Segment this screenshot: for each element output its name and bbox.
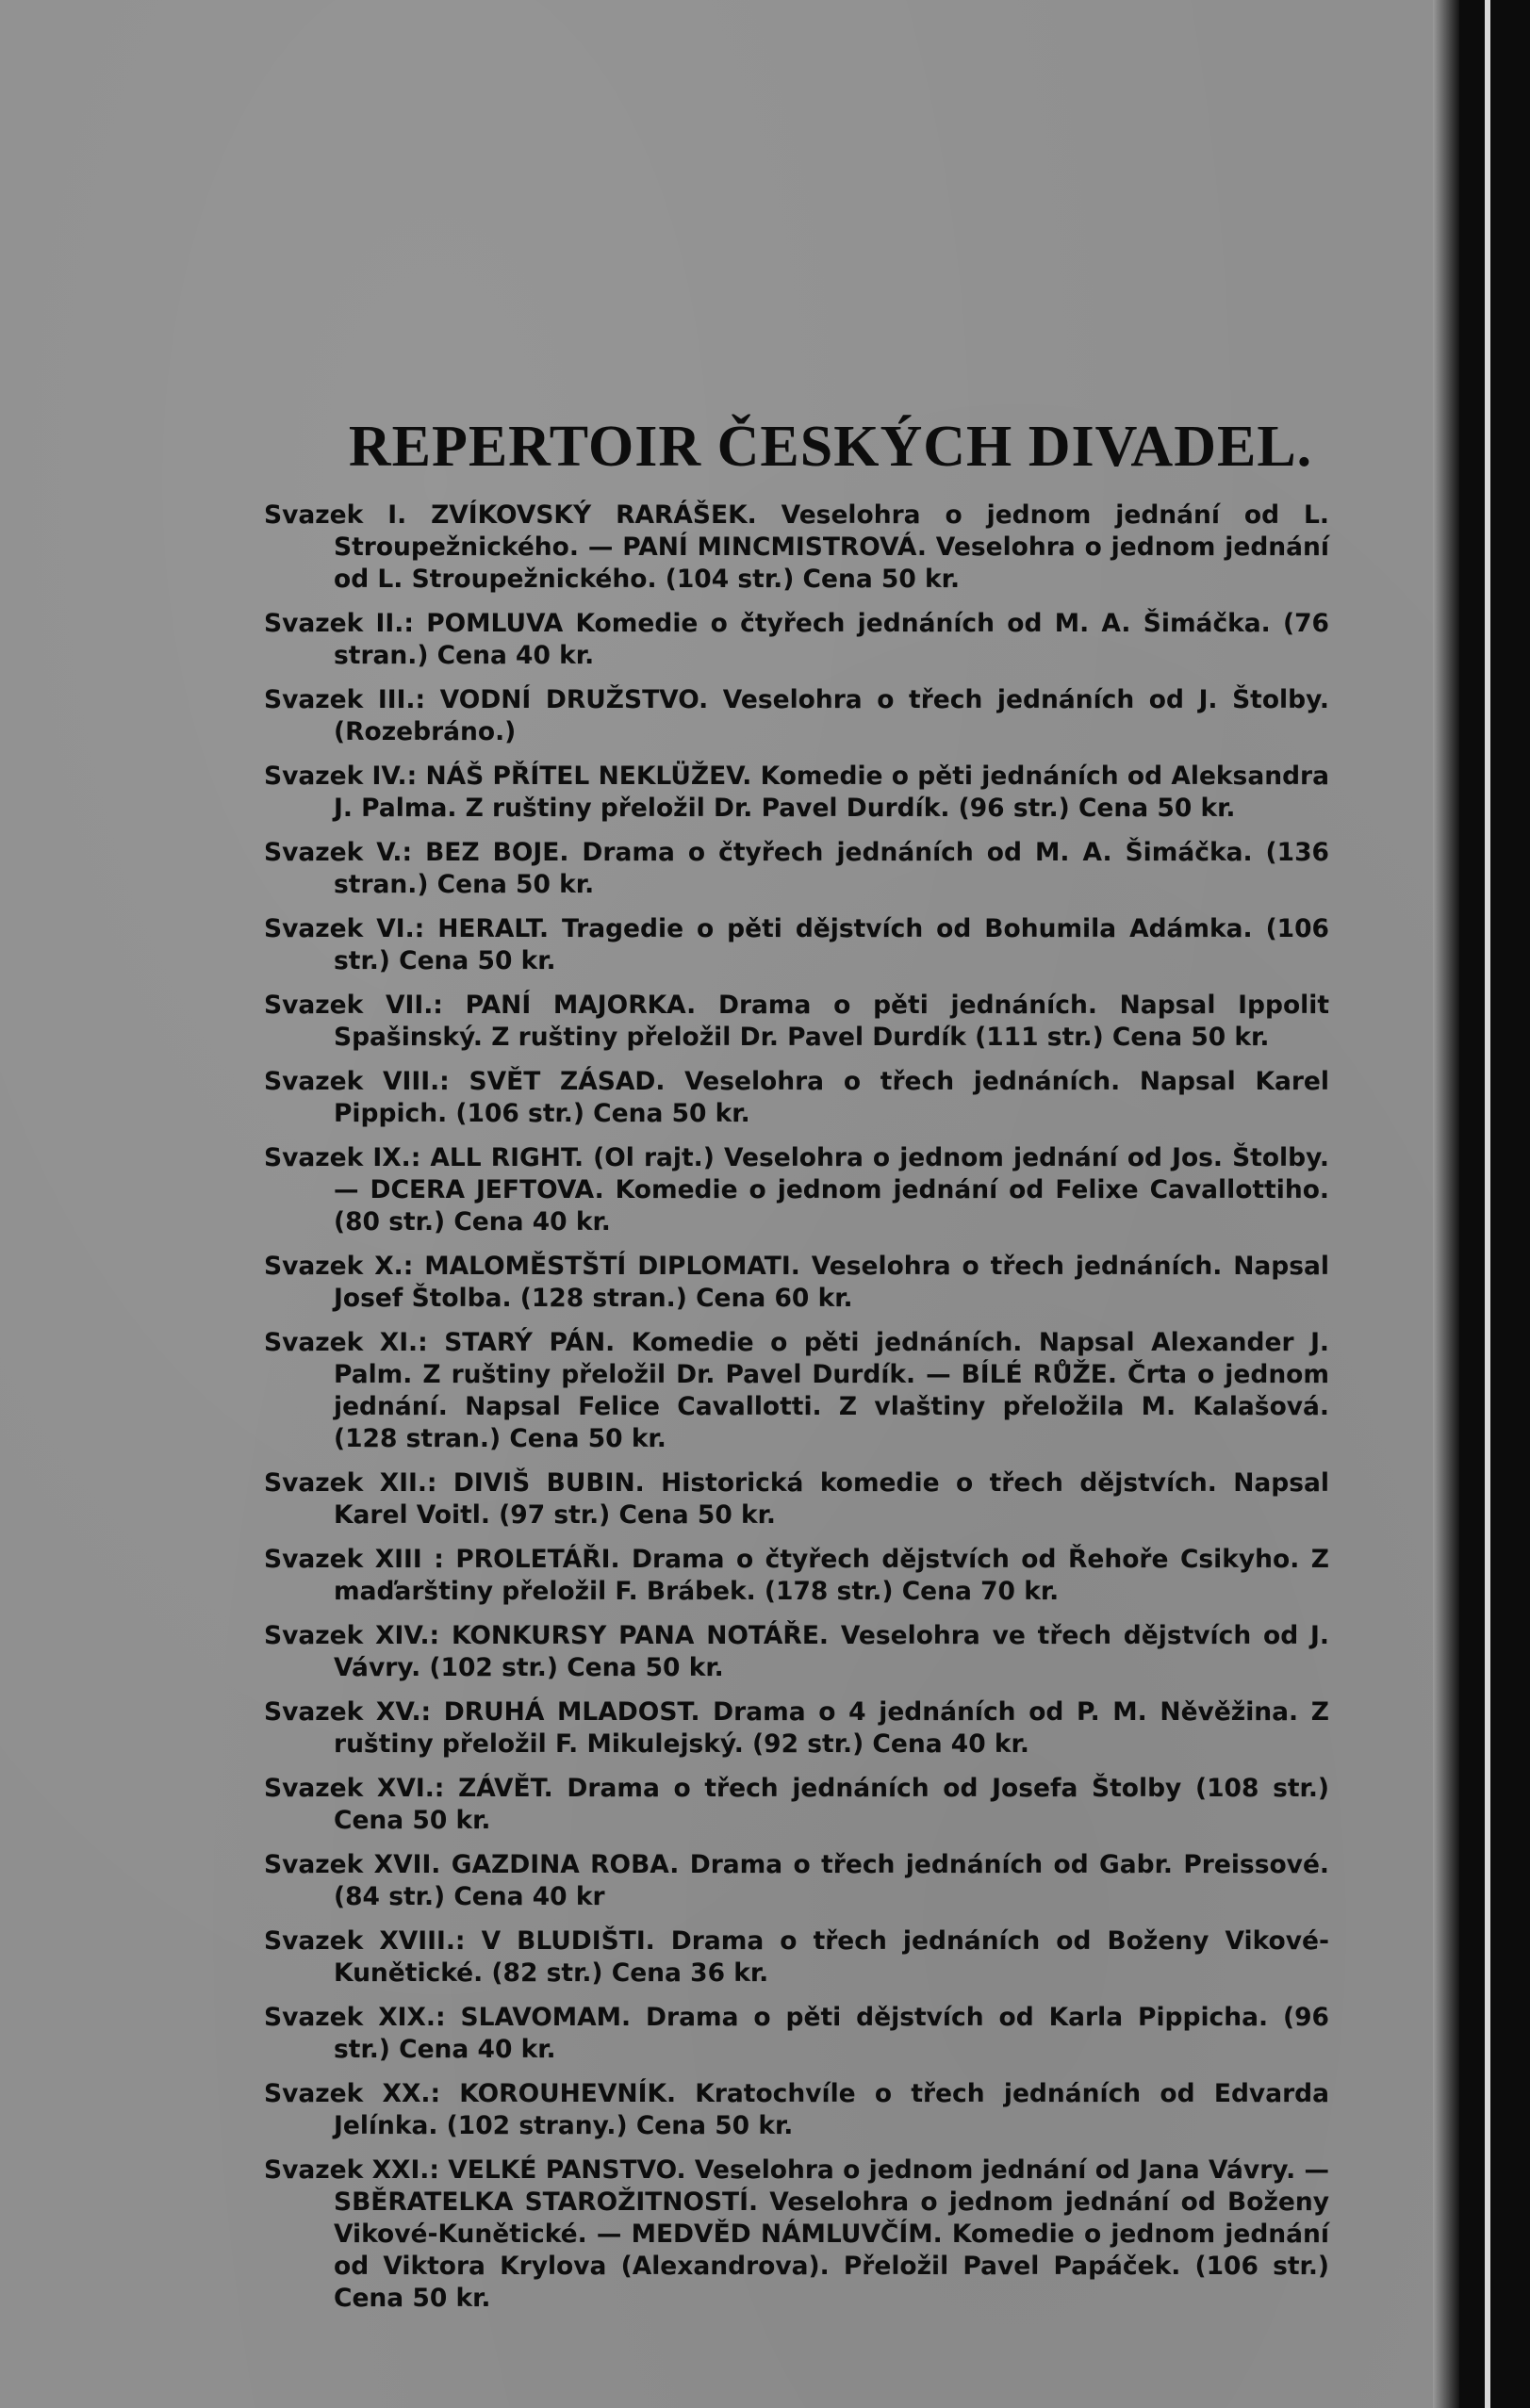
spine-highlight xyxy=(1485,0,1490,2408)
list-item: Svazek VI.: HERALT. Tragedie o pěti dějstvích od Bohumila Adámka. (106 str.) Cena 50 kr. xyxy=(264,914,1329,976)
list-item: Svazek XVI.: ZÁVĚT. Drama o třech jednáních od Josefa Štolby (108 str.) Cena 50 kr. xyxy=(264,1774,1329,1836)
list-item: Svazek XIV.: KONKURSY PANA NOTÁŘE. Veselohra ve třech dějstvích od J. Vávry. (102 str.) Cena 50 kr. xyxy=(264,1621,1329,1683)
page-title: REPERTOIR ČESKÝCH DIVADEL. xyxy=(348,415,1313,479)
list-item: Svazek VIII.: SVĚT ZÁSAD. Veselohra o třech jednáních. Napsal Karel Pippich. (106 str.) Cena 50 kr. xyxy=(264,1067,1329,1129)
list-item: Svazek IX.: ALL RIGHT. (Ol rajt.) Veselohra o jednom jednání od Jos. Štolby. — DCERA JEFTOVA. Komedie o jednom jednání od Felixe Cavallottiho. (80 str.) Cena 40 kr. xyxy=(264,1143,1329,1237)
list-item: Svazek III.: VODNÍ DRUŽSTVO. Veselohra o třech jednáních od J. Štolby. (Rozebráno.) xyxy=(264,685,1329,747)
list-item: Svazek XX.: KOROUHEVNÍK. Kratochvíle o třech jednáních od Edvarda Jelínka. (102 strany.) Cena 50 kr. xyxy=(264,2079,1329,2141)
list-item: Svazek XVII. GAZDINA ROBA. Drama o třech jednáních od Gabr. Preissové. (84 str.) Cena 40 kr xyxy=(264,1850,1329,1912)
list-item: Svazek VII.: PANÍ MAJORKA. Drama o pěti jednáních. Napsal Ippolit Spašinský. Z ruštiny přeložil Dr. Pavel Durdík (111 str.) Cena 50 kr. xyxy=(264,991,1329,1053)
list-item: Svazek XV.: DRUHÁ MLADOST. Drama o 4 jednáních od P. M. Něvěžina. Z ruštiny přeložil F. Mikulejský. (92 str.) Cena 40 kr. xyxy=(264,1697,1329,1760)
page-edge-shadow xyxy=(1433,0,1459,2408)
list-item: Svazek XIX.: SLAVOMAM. Drama o pěti dějstvích od Karla Pippicha. (96 str.) Cena 40 kr. xyxy=(264,2003,1329,2065)
list-item: Svazek XXI.: VELKÉ PANSTVO. Veselohra o jednom jednání od Jana Vávry. — SBĚRATELKA STAROŽITNOSTÍ. Veselohra o jednom jednání od Boženy Vikové-Kunětické. — MEDVĚD NÁMLUVČÍM. Komedie o jednom jednání od Viktora Krylova (Alexandrova). Přeložil Pavel Papáček. (106 str.) Cena 50 kr. xyxy=(264,2155,1329,2314)
list-item: Svazek I. ZVÍKOVSKÝ RARÁŠEK. Veselohra o jednom jednání od L. Stroupežnického. — PANÍ MINCMISTROVÁ. Veselohra o jednom jednání od L. Stroupežnického. (104 str.) Cena 50 kr. xyxy=(264,500,1329,595)
list-item: Svazek XII.: DIVIŠ BUBIN. Historická komedie o třech dějstvích. Napsal Karel Voitl. (97 str.) Cena 50 kr. xyxy=(264,1468,1329,1531)
list-item: Svazek V.: BEZ BOJE. Drama o čtyřech jednáních od M. A. Šimáčka. (136 stran.) Cena 50 kr. xyxy=(264,838,1329,900)
list-item: Svazek II.: POMLUVA Komedie o čtyřech jednáních od M. A. Šimáčka. (76 stran.) Cena 40 kr. xyxy=(264,609,1329,671)
book-spine xyxy=(1459,0,1530,2408)
list-item: Svazek IV.: NÁŠ PŘÍTEL NEKLÜŽEV. Komedie o pěti jednáních od Aleksandra J. Palma. Z ruštiny přeložil Dr. Pavel Durdík. (96 str.) Cena 50 kr. xyxy=(264,762,1329,824)
list-item: Svazek XVIII.: V BLUDIŠTI. Drama o třech jednáních od Boženy Vikové-Kunětické. (82 str.) Cena 36 kr. xyxy=(264,1926,1329,1989)
repertoire-list xyxy=(264,415,1329,2327)
list-item: Svazek X.: MALOMĚSTŠTÍ DIPLOMATI. Veselohra o třech jednáních. Napsal Josef Štolba. (128 stran.) Cena 60 kr. xyxy=(264,1252,1329,1314)
list-item: Svazek XI.: STARÝ PÁN. Komedie o pěti jednáních. Napsal Alexander J. Palm. Z ruštiny přeložil Dr. Pavel Durdík. — BÍLÉ RŮŽE. Črta o jednom jednání. Napsal Felice Cavallotti. Z vlaštiny přeložila M. Kalašová. (128 stran.) Cena 50 kr. xyxy=(264,1328,1329,1454)
list-item: Svazek XIII : PROLETÁŘI. Drama o čtyřech dějstvích od Řehoře Csikyho. Z maďarštiny přeložil F. Brábek. (178 str.) Cena 70 kr. xyxy=(264,1545,1329,1607)
